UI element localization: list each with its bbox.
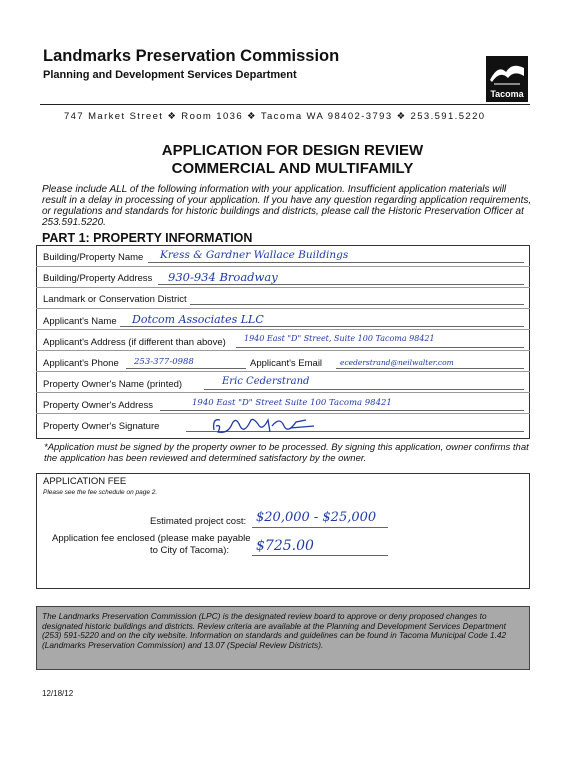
field-underline bbox=[190, 304, 524, 305]
department-name: Planning and Development Services Department bbox=[43, 69, 297, 81]
owner-signature[interactable] bbox=[210, 412, 320, 438]
row-divider bbox=[36, 329, 530, 330]
form-date-code: 12/18/12 bbox=[42, 689, 74, 698]
applicant-phone-field[interactable]: 253-377-0988 bbox=[134, 357, 194, 367]
building-address-field[interactable]: 930-934 Broadway bbox=[168, 270, 278, 284]
header-rule bbox=[40, 104, 530, 105]
building-name-label: Building/Property Name bbox=[43, 252, 144, 263]
field-underline bbox=[236, 347, 524, 348]
address-line: 747 Market Street ❖ Room 1036 ❖ Tacoma WA 98402-3793 ❖ 253.591.5220 bbox=[64, 111, 486, 122]
field-underline bbox=[336, 368, 524, 369]
part1-heading: PART 1: PROPERTY INFORMATION bbox=[42, 231, 253, 245]
fee-subnote: Please see the fee schedule on page 2. bbox=[43, 489, 158, 496]
row-divider bbox=[36, 371, 530, 372]
owner-name-field[interactable]: Eric Cederstrand bbox=[222, 376, 310, 387]
fee-enclosed-label-2: to City of Tacoma): bbox=[150, 545, 230, 556]
field-underline bbox=[160, 410, 524, 411]
field-underline bbox=[120, 326, 524, 327]
field-underline bbox=[252, 555, 388, 556]
applicant-name-label: Applicant's Name bbox=[43, 316, 117, 327]
fee-heading: APPLICATION FEE bbox=[43, 476, 127, 487]
owner-name-label: Property Owner's Name (printed) bbox=[43, 379, 183, 390]
signature-scribble-icon bbox=[210, 412, 320, 438]
row-divider bbox=[36, 350, 530, 351]
form-title: APPLICATION FOR DESIGN REVIEW bbox=[161, 142, 424, 159]
building-name-field[interactable]: Kress & Gardner Wallace Buildings bbox=[160, 249, 349, 261]
district-label: Landmark or Conservation District bbox=[43, 294, 187, 305]
row-divider bbox=[36, 392, 530, 393]
fee-enclosed-field[interactable]: $725.00 bbox=[256, 538, 314, 554]
applicant-address-label: Applicant's Address (if different than above) bbox=[43, 337, 226, 348]
applicant-email-field[interactable]: ecederstrand@neilwalter.com bbox=[340, 358, 454, 367]
field-underline bbox=[158, 284, 524, 285]
owner-address-field[interactable]: 1940 East "D" Street Suite 100 Tacoma 98421 bbox=[192, 398, 392, 408]
owner-signature-label: Property Owner's Signature bbox=[43, 421, 160, 432]
estimated-cost-field[interactable]: $20,000 - $25,000 bbox=[256, 510, 377, 525]
tacoma-logo bbox=[486, 56, 528, 102]
applicant-name-field[interactable]: Dotcom Associates LLC bbox=[132, 313, 264, 326]
field-underline bbox=[126, 368, 246, 369]
row-divider bbox=[36, 308, 530, 309]
org-title: Landmarks Preservation Commission bbox=[43, 47, 340, 65]
lpc-note-text: The Landmarks Preservation Commission (LPC) is the designated review board to approve or deny proposed changes to designated historic buildings and districts. Review criteria are available at the Planning and Development Services Department (253) 591-5220 and on the city website. Information on standards and guidelines can be found in Tacoma Municipal Code 1.42 (Landmarks Preservation Commission) and 13.07 (Special Review Districts). bbox=[42, 611, 507, 650]
fee-enclosed-label-1: Application fee enclosed (please make payable bbox=[52, 533, 251, 544]
field-underline bbox=[252, 527, 388, 528]
row-divider bbox=[36, 266, 530, 267]
logo-text: Tacoma bbox=[490, 89, 524, 99]
estimated-cost-label: Estimated project cost: bbox=[150, 516, 247, 527]
field-underline bbox=[204, 389, 524, 390]
owner-address-label: Property Owner's Address bbox=[43, 400, 154, 411]
row-divider bbox=[36, 287, 530, 288]
field-underline bbox=[148, 262, 524, 263]
applicant-phone-label: Applicant's Phone bbox=[43, 358, 119, 369]
signature-footnote: *Application must be signed by the property owner to be processed. By signing this application, owner confirms that the application has been reviewed and determined satisfactory by the owner. bbox=[44, 442, 529, 464]
applicant-email-label: Applicant's Email bbox=[250, 358, 323, 369]
applicant-address-field[interactable]: 1940 East "D" Street, Suite 100 Tacoma 98421 bbox=[244, 334, 435, 343]
intro-text: Please include ALL of the following information with your application. Insufficient application materials will result in a delay in processing of your application. If you have any question regarding application requirements, or regulations and standards for historic buildings and districts, please call the Historic Preservation Officer at 253.591.5220. bbox=[42, 184, 532, 228]
form-subtitle: COMMERCIAL AND MULTIFAMILY bbox=[171, 160, 414, 177]
building-address-label: Building/Property Address bbox=[43, 273, 153, 284]
